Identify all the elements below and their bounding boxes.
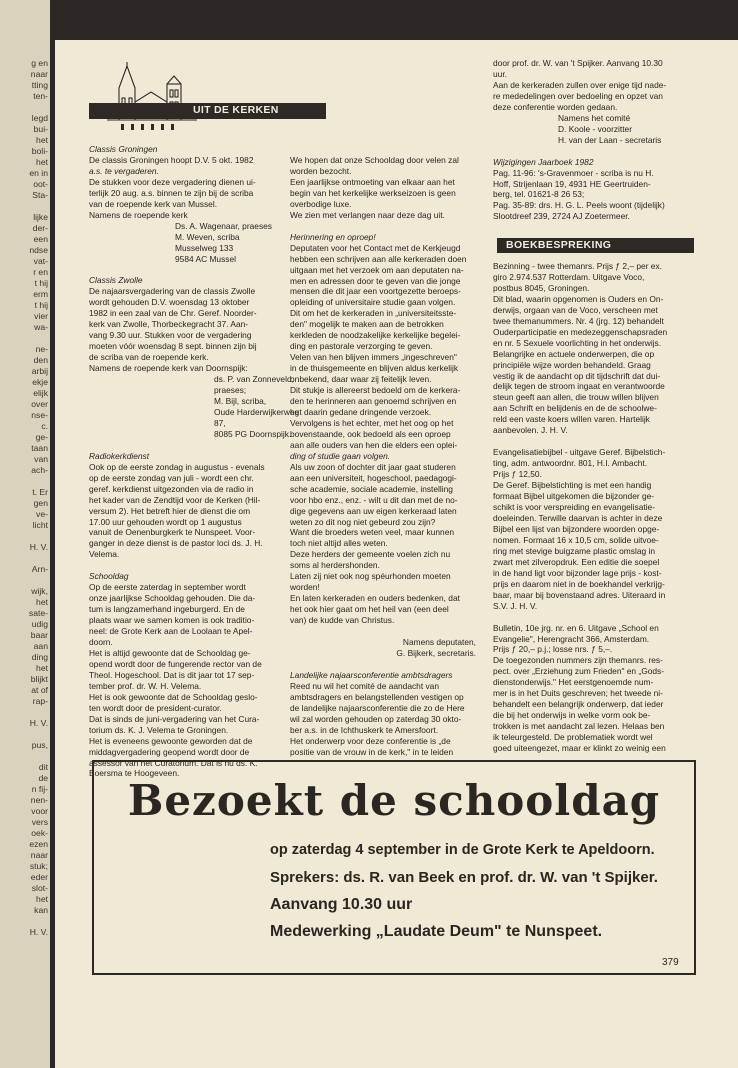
col1-line: vang 9.30 uur. Stukken voor de vergadering: [89, 330, 252, 341]
col3_bottom-line: aanbevolen. J. H. V.: [493, 425, 568, 436]
col2-line: [290, 626, 476, 637]
col1-line: middagvergadering geopend wordt door de: [89, 746, 250, 757]
margin-fragment: t hij: [34, 300, 48, 310]
schooldag-advertisement: [92, 760, 696, 975]
col1-line: Namens de roepende kerk van Doornspijk:: [89, 363, 248, 374]
col3_top-line: berg, tel. 01621-8 26 53;: [493, 189, 585, 200]
col3_bottom-line: Prijs ƒ 20,– p.j.; losse nrs. ƒ 5,–.: [493, 644, 613, 655]
col1-line: terlijk 20 aug. a.s. binnen te zijn bij de scriba: [89, 187, 254, 198]
col1-line: De classis Groningen hoopt D.V. 5 okt. 1982: [89, 154, 254, 165]
ad-line-date: op zaterdag 4 september in de Grote Kerk te Apeldoorn.: [270, 842, 655, 858]
col2-line: toch niet altijd alles weten.: [290, 538, 388, 549]
col1-line: 9584 AC Mussel: [175, 253, 236, 264]
col3_bottom-line: postbus 8045, Groningen.: [493, 282, 590, 293]
ad-line-speakers: Sprekers: ds. R. van Beek en prof. dr. W. van 't Spijker.: [270, 869, 658, 886]
col3_top-line: re mededelingen over bedoeling en opzet van: [493, 90, 663, 101]
col3_bottom-line: goed uiteengezet, maar er klinkt zo weinig een: [493, 743, 666, 754]
col3_top-line: door prof. dr. W. van 't Spijker. Aanvang 10.30: [493, 58, 663, 68]
col2-line: Laten zij niet ook nog spéurhonden moeten: [290, 571, 451, 582]
margin-fragment: aan: [33, 641, 48, 651]
margin-fragment: slot-: [31, 883, 48, 893]
col2-line: Als uw zoon of dochter dit jaar gaat studeren: [290, 461, 456, 472]
margin-fragment: naar: [30, 850, 48, 860]
church-illustration-icon: [107, 62, 197, 134]
col2-line: Een jaarlijkse ontmoeting van elkaar aan het: [290, 176, 455, 187]
col2-line: mensen die dit jaar een voortgezette beroeps-: [290, 286, 461, 297]
col1-line: moeten vóór woensdag 8 sept. binnen zijn bij: [89, 341, 257, 352]
col2-line: Deze herders der gemeente voelen zich nu: [290, 549, 451, 560]
col2-line: bovenstaande, ook bedoeld als een oproep: [290, 428, 451, 439]
col2-line: sche academie, sociale academie, instelling: [290, 483, 453, 494]
col2-line: soms al herdershonden.: [290, 560, 380, 571]
col1-line: wordt gehouden D.V. woensdag 13 oktober: [89, 297, 250, 308]
col3_top-line: H. van der Laan - secretaris: [558, 134, 662, 145]
col1-line: onze jaarlijkse Schooldag gehouden. Die da-: [89, 593, 256, 604]
margin-fragment: vat-: [33, 256, 48, 266]
col1-line: Namens de roepende kerk: [89, 209, 188, 220]
margin-fragment: elijk: [33, 388, 48, 398]
col3_bottom-line: schikt is voor verspreiding en evangelisatie-: [493, 502, 655, 513]
margin-fragment: arbij: [31, 366, 48, 376]
col3_bottom-line: vestig ik de aandacht op dit tijdschrift dat dui-: [493, 370, 661, 381]
col1-line: Het is eveneens gewoonte geworden dat de: [89, 735, 253, 746]
margin-fragment: baar: [30, 630, 48, 640]
col1-line: tum is langzamerhand ingeburgerd. En de: [89, 604, 245, 615]
col2-line: positie van de vrouw in de kerk," in te leiden: [290, 746, 454, 757]
margin-fragment: c.: [41, 421, 48, 431]
col3_top-line: D. Koole - voorzitter: [558, 123, 633, 134]
col2-line: dige gegevens aan uw eigen kerkeraad laten: [290, 505, 457, 516]
column-2: [290, 155, 476, 758]
col1-line: Ds. A. Wagenaar, praeses: [175, 220, 272, 231]
col3_bottom-line: zwart met zilveropdruk. Een editie die soepel: [493, 556, 660, 567]
col3_bottom-line: en nr. 5 Sexuele voorlichting in het onderwijs.: [493, 337, 662, 348]
col3_bottom-line: reld een vaste koers willen varen. Hartelijk: [493, 414, 650, 425]
col1-line: Radiokerkdienst: [89, 450, 150, 461]
col3_bottom-line: twee themanummers. Nr. 4 (jrg. 12) behandelt: [493, 315, 664, 326]
col1-line: assessor van het Curatorium. Dat is nu ds. K.: [89, 757, 258, 768]
col3_top-line: Wijzigingen Jaarboek 1982: [493, 156, 594, 167]
margin-fragment: at of: [31, 685, 48, 695]
col2-line: ambtsdragers en belangstellenden vestigen op: [290, 691, 464, 702]
margin-fragment: nen-: [30, 795, 48, 805]
col3_bottom-line: Bulletin, 10e jrg. nr. en 6. Uitgave „School en: [493, 622, 659, 633]
col1-line: 17.00 uur gehouden wordt op 1 augustus: [89, 516, 242, 527]
page-number: 379: [662, 957, 679, 968]
margin-fragment: kan: [34, 905, 48, 915]
column-3-top: [493, 58, 698, 222]
col1-line: Velema.: [89, 549, 120, 560]
col2-line: den" mogelijk te maken aan de betrokken: [290, 319, 444, 330]
margin-fragment: udig: [31, 619, 48, 629]
col3_bottom-line: Dit blad, waarin opgenomen is Ouders en On-: [493, 293, 664, 304]
col1-line: de scriba van de roepende kerk.: [89, 352, 209, 363]
margin-fragment: naar: [30, 69, 48, 79]
col3_bottom-line: behandelt een belangrijk onderwerp, dat ieder: [493, 699, 664, 710]
col3_bottom-line: [493, 436, 698, 447]
col1-line: ten wordt door de president-curator.: [89, 702, 222, 713]
col2-line: [290, 221, 476, 232]
col1-line: doorn.: [89, 637, 113, 648]
col1-line: het kader van de Zendtijd voor de Kerken (Hil-: [89, 494, 261, 505]
ad-headline: Bezoekt de schooldag: [127, 776, 661, 825]
margin-fragment: den: [33, 355, 48, 365]
col2-line: den te herinneren aan genoemd schrijven en: [290, 396, 457, 407]
col2-line: G. Bijkerk, secretaris.: [396, 647, 476, 658]
margin-fragment: licht: [32, 520, 48, 530]
col3_bottom-line: ting, adm. antwoordnr. 801, H.I. Ambacht.: [493, 458, 648, 469]
col2-line: de landelijke najaarsconferentie die zo de Here: [290, 702, 465, 713]
margin-fragment: wijk,: [31, 586, 48, 596]
margin-fragment: pus,: [31, 740, 48, 750]
col2-line: Het onderwerp voor deze conferentie is „de: [290, 735, 451, 746]
margin-fragment: taan: [31, 443, 48, 453]
col2-line: uitgaan met het verzoek om aan deputaten na-: [290, 264, 464, 275]
col1-line: ganger in deze dienst is de pastor loci ds. J. H.: [89, 538, 263, 549]
col3_bottom-line: principiële wijze worden behandeld. Graag: [493, 359, 651, 370]
margin-fragment: ekje: [32, 377, 48, 387]
margin-fragment: eder: [30, 872, 48, 882]
col2-line: Vervolgens is het echter, met het oog op het: [290, 417, 454, 428]
col2-line: kerkleden de noodzakelijke kerkelijke begelei-: [290, 330, 461, 341]
col2-line: begin van het kerkelijke werkseizoen is geen: [290, 187, 456, 198]
margin-fragment: ding: [31, 652, 48, 662]
col3_bottom-line: in de hand ligt voor bijzonder lage prijs - kost-: [493, 567, 662, 578]
margin-fragment: ezen: [29, 839, 48, 849]
col2-line: voor hbo enz., enz. - wilt u dit dan met de no-: [290, 494, 458, 505]
margin-fragment: bui-: [33, 124, 48, 134]
magazine-page: [55, 40, 738, 1068]
col2-line: Deputaten voor het Contact met de Kerkjeugd: [290, 242, 461, 253]
col2-line: worden!: [290, 582, 320, 593]
col3_top-line: [493, 146, 698, 157]
margin-fragment: het: [36, 597, 48, 607]
col1-line: M. Bijl, scriba,: [214, 395, 267, 406]
margin-fragment: n fij-: [31, 784, 48, 794]
col3_bottom-line: De Geref. Bijbelstichting is met een handig: [493, 480, 652, 491]
previous-page-edge: [0, 0, 50, 1068]
col1-line: vanuit de Oenenburgkerk te Nunspeet. Voor-: [89, 527, 256, 538]
col2-line: [290, 659, 476, 670]
margin-fragment: de: [38, 773, 48, 783]
col1-line: ds. P. van Zonneveld, praeses;: [214, 374, 294, 396]
col3_bottom-line: giro 2.974.537 Rotterdam. Uitgave Voco,: [493, 271, 645, 282]
margin-fragment: voor: [31, 806, 48, 816]
col3_bottom-line: mer is in het Duits geschreven; het tweede ni-: [493, 688, 663, 699]
col1-line: tember prof. dr. W. H. Velema.: [89, 680, 202, 691]
col3_bottom-line: doeleinden. Terwille daarvan is achter in deze: [493, 512, 663, 523]
col2-line: ber a.s. in de Ichthuskerk te Amersfoort.: [290, 724, 439, 735]
col1-line: Het is altijd gewoonte dat de Schooldag ge-: [89, 647, 251, 658]
col1-line: versum 2). Het betreft hier de dienst die om: [89, 505, 251, 516]
ad-line-music: Medewerking „Laudate Deum" te Nunspeet.: [270, 923, 603, 940]
col1-line: Musselweg 133: [175, 242, 234, 253]
col1-line: neel: de Grote Kerk aan de Loolaan te Apel-: [89, 626, 253, 637]
col2-line: Dit om het de kerkeraden in „universiteitsste-: [290, 308, 457, 319]
col2-line: We zien met verlangen naar deze dag uit.: [290, 209, 445, 220]
col1-line: [89, 440, 313, 451]
section-title: UIT DE KERKEN: [193, 104, 279, 116]
col3_bottom-line: Belangrijke en actuele onderwerpen, die op: [493, 348, 655, 359]
col1-line: plaats waar we samen komen is ook traditio-: [89, 615, 255, 626]
margin-fragment: van: [34, 454, 48, 464]
margin-fragment: tting: [31, 80, 48, 90]
margin-fragment: over: [31, 399, 48, 409]
col2-line: het ook hier gaat om het heil van (een deel: [290, 604, 449, 615]
col2-line: Landelijke najaarsconferentie ambtsdragers: [290, 669, 453, 680]
col3_bottom-line: aan Schrift en belijdenis en de de schoolwe-: [493, 403, 657, 414]
col1-line: Het is ook gewoonte dat de Schooldag geslo-: [89, 691, 258, 702]
col1-line: kerk van Zwolle, Thorbeckegracht 37. Aan-: [89, 319, 249, 330]
margin-fragment: het: [36, 135, 48, 145]
col2-line: opleiding of universitaire studie gaan volgen.: [290, 297, 456, 308]
col1-line: Classis Groningen: [89, 144, 158, 154]
col2-line: We hopen dat onze Schooldag door velen zal: [290, 155, 459, 165]
margin-fragment: oek-: [31, 828, 48, 838]
col1-line: De stukken voor deze vergadering dienen ui-: [89, 176, 256, 187]
col1-line: De najaarsvergadering van de classis Zwolle: [89, 286, 256, 297]
margin-fragment: vier: [34, 311, 48, 321]
col2-line: Want die broeders weten veel, maar kunnen: [290, 527, 455, 538]
col2-line: Reed nu wil het comité de aandacht van: [290, 680, 439, 691]
margin-fragment: ge-: [35, 432, 48, 442]
col2-line: hebben een schrijven aan alle kerkeraden doen: [290, 253, 467, 264]
col2-line: Velen van hen blijven immers „ingeschreven": [290, 352, 457, 363]
col1-line: M. Weven, scriba: [175, 231, 240, 242]
col3_top-line: Pag. 11-96: 's-Gravenmoer - scriba is nu H.: [493, 167, 654, 178]
col3_bottom-line: derwijs, orgaan van de Voco, verscheen met: [493, 304, 658, 315]
margin-fragment: ach-: [31, 465, 48, 475]
col2-line: En laten kerkeraden en ouders bedenken, dat: [290, 593, 460, 604]
col1-line: [89, 264, 313, 275]
col3_top-line: uur.: [493, 68, 507, 79]
col1-line: 8085 PG Doornspijk.: [214, 428, 292, 439]
margin-fragment: t. Er: [32, 487, 48, 497]
col3_bottom-line: ik teleurgesteld. De problematiek wordt wel: [493, 732, 653, 743]
margin-fragment: een: [33, 234, 48, 244]
col3_bottom-line: nomen. Formaat 16 x 10,5 cm, solide uitvoe-: [493, 534, 659, 545]
margin-fragment: nse-: [31, 410, 48, 420]
margin-fragment: blijkt: [30, 674, 48, 684]
margin-fragment: t hij: [34, 278, 48, 288]
margin-fragment: boli-: [31, 146, 48, 156]
col3_bottom-line: Evangelisatiebijbel - uitgave Geref. Bijbelstich-: [493, 447, 666, 458]
col2-line: aan een universiteit, hogeschool, paedagogi-: [290, 472, 457, 483]
col3_top-line: deze conferentie worden gedaan.: [493, 101, 618, 112]
col2-line: ding of studie gaan volgen.: [290, 450, 391, 461]
margin-fragment: en in: [29, 168, 48, 178]
col2-line: Herinnering en oproep!: [290, 231, 376, 242]
col2-line: men en adressen door te geven van die jonge: [290, 275, 461, 286]
margin-fragment: rap-: [32, 696, 48, 706]
col3_bottom-line: Bezinning - twee themanrs. Prijs ƒ 2,– per ex.: [493, 261, 662, 271]
margin-fragment: lijke: [33, 212, 48, 222]
col3_top-line: Pag. 35-89: drs. H. G. L. Peels woont (tijdelijk): [493, 200, 665, 211]
margin-fragment: Sta-: [32, 190, 48, 200]
margin-fragment: H. V.: [29, 718, 48, 728]
col2-line: in de thuisgemeente en blijven aldus kerkelijk: [290, 363, 459, 374]
col2-line: het daarin gedane dringende verzoek.: [290, 406, 432, 417]
col3_bottom-line: [493, 612, 698, 623]
margin-fragment: gen: [33, 498, 48, 508]
col3_bottom-line: De toegezonden nummers zijn themanrs. res-: [493, 655, 663, 666]
col1-line: Oude Harderwijkerweg 87,: [214, 406, 300, 428]
column-3-bottom: [493, 261, 698, 754]
margin-fragment: r en: [33, 267, 48, 277]
col1-line: Theol. Hogeschool. Dat is dit jaar tot 17 sep-: [89, 669, 255, 680]
col1-line: Schooldag: [89, 571, 129, 582]
col1-line: Boersma te Hoogeveen.: [89, 768, 180, 779]
col3_bottom-line: dienstonderwijs." Het eerstgenoemde num-: [493, 677, 654, 688]
col3_top-line: Hoff, Strijenlaan 19, 4931 HE Geertruiden-: [493, 178, 651, 189]
margin-fragment: ne-: [35, 344, 48, 354]
margin-fragment: stuk;: [29, 861, 48, 871]
col2-line: worden bezocht.: [290, 165, 352, 176]
margin-fragment: het: [36, 663, 48, 673]
margin-fragment: der-: [32, 223, 48, 233]
margin-fragment: legd: [31, 113, 48, 123]
col3_bottom-line: Ouderparticipatie en medezeggenschapsraden: [493, 326, 668, 337]
col2-line: van) de kudde van Christus.: [290, 615, 395, 626]
col3_bottom-line: steun geeft aan allen, die trouw willen blijven: [493, 392, 659, 403]
margin-fragment: Arn-: [31, 564, 48, 574]
col1-line: op de eerste zondag van juli - wordt een chr.: [89, 472, 254, 483]
col1-line: [89, 560, 313, 571]
col3_bottom-line: ring met stevige buigzame plastic omslag in: [493, 545, 655, 556]
col3_bottom-line: Bijbel een lijst van bijzondere woorden opge-: [493, 523, 660, 534]
col3_top-line: Aan de kerkeraden zullen over enige tijd nade-: [493, 79, 667, 90]
col1-line: opend wordt door de fungerende rector van de: [89, 658, 262, 669]
col2-line: aan alle ouders van hen die elders een oplei-: [290, 439, 458, 450]
col1-line: Classis Zwolle: [89, 275, 143, 286]
col3_bottom-line: prijs en daarom niet in de boekhandel verkrijg-: [493, 578, 665, 589]
col3_bottom-line: delijk tegen de stroom ingaat en verantwoorde: [493, 381, 665, 392]
column-1: [89, 144, 313, 779]
col1-line: Ook op de eerste zondag in augustus - evenals: [89, 461, 265, 472]
margin-fragment: sate-: [28, 608, 48, 618]
col3_bottom-line: formaat Bijbel uitgekomen die bijzonder ge-: [493, 491, 655, 502]
col3_bottom-line: trokken is met aandacht zal lezen. Helaas ben: [493, 721, 665, 732]
col3_top-line: Namens het comité: [558, 112, 631, 123]
col1-line: Op de eerste zaterdag in september wordt: [89, 582, 246, 593]
margin-fragment: vers: [31, 817, 48, 827]
col3_bottom-line: pect. over „Erziehung zum Frieden" en „Gods-: [493, 666, 665, 677]
book-review-title: BOEKBESPREKING: [506, 239, 612, 251]
margin-fragment: ve-: [36, 509, 48, 519]
col2-line: overbodige luxe.: [290, 198, 352, 209]
col1-line: geref. kerkdienst uitgezonden via de radio in: [89, 483, 254, 494]
margin-fragment: wa-: [34, 322, 48, 332]
col2-line: Dit stukje is allereerst bedoeld om de kerkera-: [290, 385, 461, 396]
margin-fragment: dit: [38, 762, 48, 772]
margin-fragment: het: [36, 157, 48, 167]
col3_bottom-line: die bij het onderwijs in welke vorm ook be-: [493, 710, 651, 721]
ad-line-time: Aanvang 10.30 uur: [270, 896, 413, 913]
col1-line: Dat is sinds de juni-vergadering van het Cura-: [89, 713, 260, 724]
col2-line: weten zo dit nog niet gebeurd zou zijn?: [290, 516, 436, 527]
col3_bottom-line: Evangelie", Herengracht 366, Amsterdam.: [493, 633, 650, 644]
margin-fragment: ten-: [33, 91, 48, 101]
margin-fragment: g en: [31, 58, 48, 68]
margin-fragment: erm: [33, 289, 48, 299]
col1-line: 1982 in een zaal van de Chr. Geref. Noorder-: [89, 308, 257, 319]
col1-line: a.s. te vergaderen.: [89, 165, 159, 176]
col2-line: ding en pastorale verzorging te geven.: [290, 341, 433, 352]
col3_bottom-line: baar, maar bij bovenstaand adres. Uiteraard in: [493, 589, 666, 600]
margin-fragment: H. V.: [29, 927, 48, 937]
col3_bottom-line: Prijs ƒ 12,50.: [493, 469, 542, 480]
margin-fragment: ndse: [29, 245, 48, 255]
margin-fragment: oot-: [33, 179, 48, 189]
col1-line: torium ds. K. J. Velema te Groningen.: [89, 724, 229, 735]
col2-line: Namens deputaten,: [402, 637, 476, 648]
margin-fragment: H. V.: [29, 542, 48, 552]
col3_bottom-line: S.V. J. H. V.: [493, 600, 538, 611]
col1-line: van de roepende kerk van Mussel.: [89, 198, 218, 209]
col2-line: wil zal worden gehouden op zaterdag 30 okto-: [290, 713, 462, 724]
col2-line: onbekend, daar waar zij feitelijk leven.: [290, 374, 432, 385]
margin-fragment: het: [36, 894, 48, 904]
col3_top-line: Slootdreef 239, 2724 AJ Zoetermeer.: [493, 211, 630, 222]
